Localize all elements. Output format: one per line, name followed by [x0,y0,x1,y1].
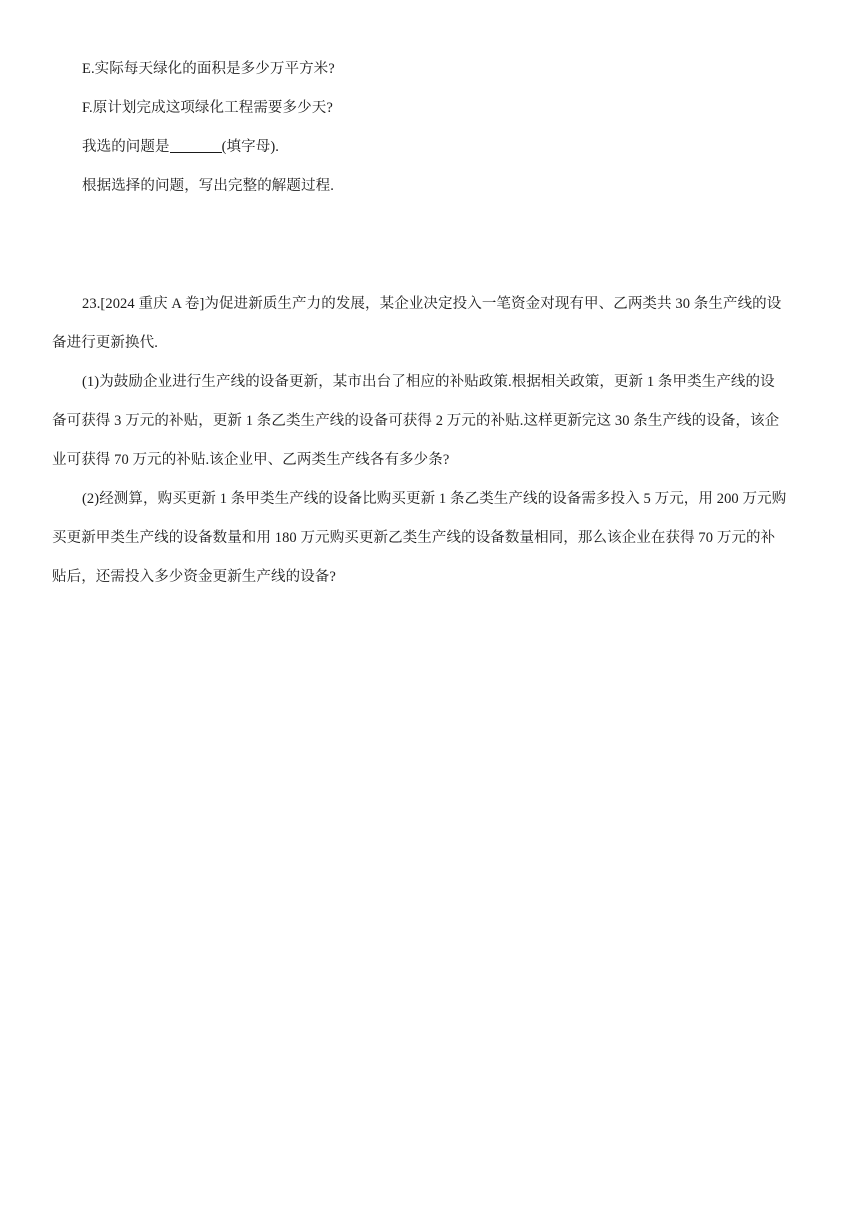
instruction-text: 根据选择的问题，写出完整的解题过程. [82,178,334,194]
part-1-line-3: 业可获得 70 万元的补贴.该企业甲、乙两类生产线各有多少条? [52,452,450,468]
choice-line [82,135,279,156]
problem-23-intro-line-2: 备进行更新换代. [52,335,158,351]
part-1-line-1: (1)为鼓励企业进行生产线的设备更新，某市出台了相应的补贴政策.根据相关政策，更新 1 条甲类生产线的设 [82,374,775,390]
option-f: F.原计划完成这项绿化工程需要多少天? [82,100,333,116]
part-2-line-3: 贴后，还需投入多少资金更新生产线的设备? [52,569,336,585]
part-2-line-1: (2)经测算，购买更新 1 条甲类生产线的设备比购买更新 1 条乙类生产线的设备需多投入 5 万元，用 200 万元购 [82,491,787,507]
option-e: E.实际每天绿化的面积是多少万平方米? [82,61,335,77]
choice-suffix: (填字母). [221,139,279,155]
choice-prefix: 我选的问题是 [82,139,170,155]
answer-blank[interactable] [170,138,222,153]
part-2-line-2: 买更新甲类生产线的设备数量和用 180 万元购买更新乙类生产线的设备数量相同，那么该企业在获得 70 万元的补 [52,530,776,546]
problem-23-intro-line-1: 23.[2024 重庆 A 卷]为促进新质生产力的发展，某企业决定投入一笔资金对现有甲、乙两类共 30 条生产线的设 [82,296,782,312]
part-1-line-2: 备可获得 3 万元的补贴，更新 1 条乙类生产线的设备可获得 2 万元的补贴.这样更新完这 30 条生产线的设备，该企 [52,413,780,429]
